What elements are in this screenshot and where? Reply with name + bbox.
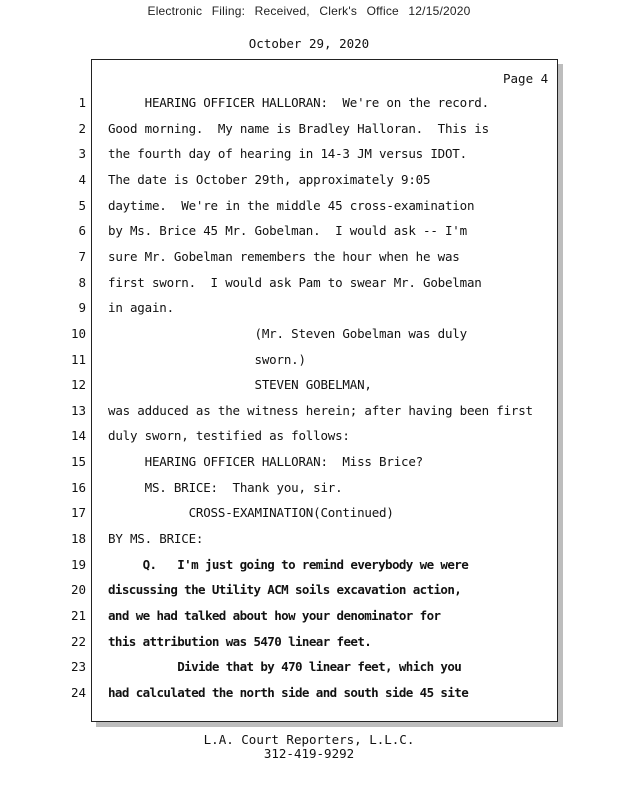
- line-number: 13: [70, 403, 86, 418]
- transcript-line-text: sworn.): [108, 352, 306, 367]
- reporter-phone: 312-419-9292: [263, 746, 355, 761]
- transcript-line-text: MS. BRICE: Thank you, sir.: [108, 480, 343, 495]
- transcript-line-text: this attribution was 5470 linear feet.: [108, 634, 372, 649]
- reporter-company: L.A. Court Reporters, L.L.C.: [203, 732, 415, 747]
- line-number: 3: [78, 146, 86, 161]
- line-number: 1: [78, 95, 86, 110]
- transcript-line-text: discussing the Utility ACM soils excavation action,: [108, 582, 462, 597]
- line-number: 24: [70, 685, 86, 700]
- transcript-line-text: and we had talked about how your denominator for: [108, 608, 441, 623]
- line-number: 8: [78, 275, 86, 290]
- transcript-line-text: sure Mr. Gobelman remembers the hour when he was: [108, 249, 460, 264]
- transcript-line-text: HEARING OFFICER HALLORAN: We're on the record.: [108, 95, 489, 110]
- transcript-line-text: CROSS-EXAMINATION(Continued): [108, 505, 394, 520]
- transcript-line-text: had calculated the north side and south side 45 site: [108, 685, 469, 700]
- transcript-line-text: by Ms. Brice 45 Mr. Gobelman. I would ask -- I'm: [108, 223, 467, 238]
- line-number: 17: [70, 505, 86, 520]
- line-number: 9: [78, 300, 86, 315]
- efiling-stamp: Electronic Filing: Received, Clerk's Office 12/15/2020: [147, 4, 471, 18]
- transcript-line-text: Divide that by 470 linear feet, which you: [108, 659, 462, 674]
- line-number: 2: [78, 121, 86, 136]
- line-number: 18: [70, 531, 86, 546]
- transcript-line-text: was adduced as the witness herein; after having been first: [108, 403, 533, 418]
- transcript-line-text: duly sworn, testified as follows:: [108, 428, 350, 443]
- line-number: 21: [70, 608, 86, 623]
- transcript-line-text: Good morning. My name is Bradley Halloran. This is: [108, 121, 489, 136]
- line-number: 15: [70, 454, 86, 469]
- transcript-line-text: HEARING OFFICER HALLORAN: Miss Brice?: [108, 454, 424, 469]
- line-number: 23: [70, 659, 86, 674]
- line-number: 20: [70, 582, 86, 597]
- line-number: 14: [70, 428, 86, 443]
- transcript-line-text: in again.: [108, 300, 174, 315]
- transcript-date: October 29, 2020: [248, 36, 370, 51]
- line-number: 11: [70, 352, 86, 367]
- transcript-line-text: first sworn. I would ask Pam to swear Mr. Gobelman: [108, 275, 482, 290]
- line-number: 10: [70, 326, 86, 341]
- line-number: 16: [70, 480, 86, 495]
- line-number: 7: [78, 249, 86, 264]
- line-number: 12: [70, 377, 86, 392]
- transcript-line-text: The date is October 29th, approximately 9:05: [108, 172, 431, 187]
- line-number: 4: [78, 172, 86, 187]
- page-number: Page 4: [503, 71, 549, 86]
- transcript-line-text: (Mr. Steven Gobelman was duly: [108, 326, 467, 341]
- line-number: 6: [78, 223, 86, 238]
- line-number: 22: [70, 634, 86, 649]
- transcript-line-text: daytime. We're in the middle 45 cross-examination: [108, 198, 475, 213]
- transcript-line-text: STEVEN GOBELMAN,: [108, 377, 372, 392]
- transcript-line-text: Q. I'm just going to remind everybody we were: [108, 557, 469, 572]
- transcript-line-text: the fourth day of hearing in 14-3 JM versus IDOT.: [108, 146, 467, 161]
- line-number: 19: [70, 557, 86, 572]
- transcript-line-text: BY MS. BRICE:: [108, 531, 204, 546]
- line-number: 5: [78, 198, 86, 213]
